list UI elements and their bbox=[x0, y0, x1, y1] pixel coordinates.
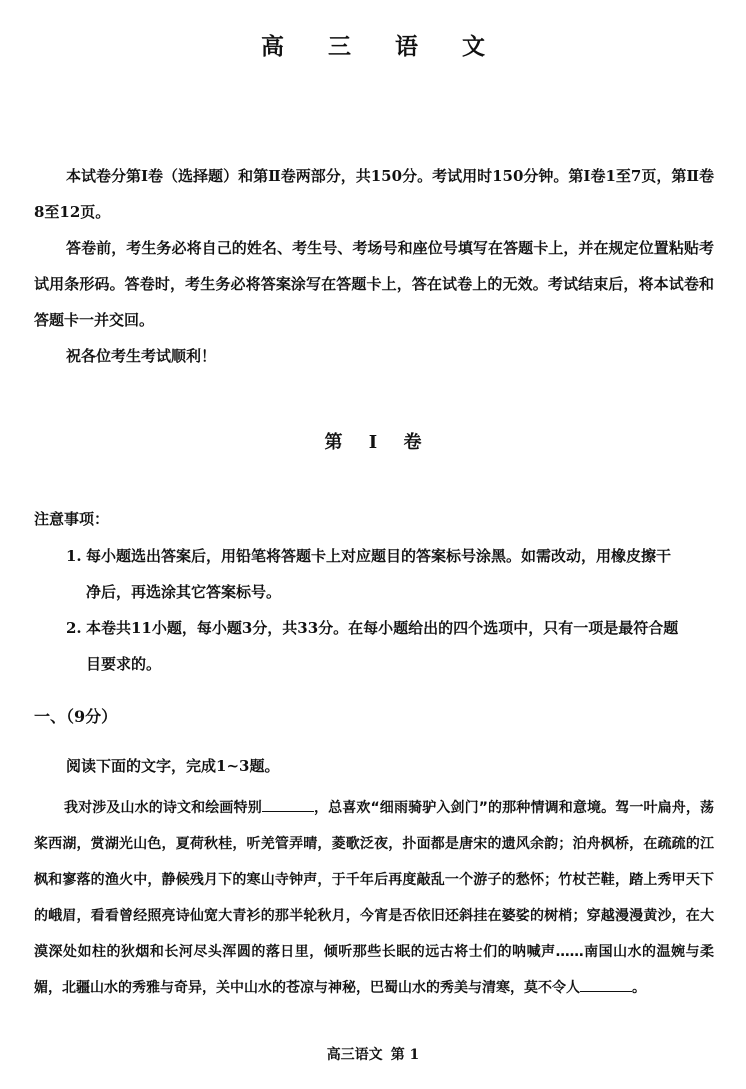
intro-answer-instructions: 答卷前，考生务必将自己的姓名、考生号、考场号和座位号填写在答题卡上，并在规定位置粘贴考试用条形码。答卷时，考生务必将答案涂写在答题卡上，答在试卷上的无效。考试结束后，将本试卷和答题卡一并交回。 bbox=[34, 239, 714, 329]
notice-item-1 bbox=[66, 538, 714, 610]
fill-blank-1 bbox=[262, 797, 314, 812]
passage-part-3: 。 bbox=[632, 980, 646, 996]
section-heading: 一、（9分） bbox=[34, 707, 118, 726]
notice-item-text: 本卷共11小题，每小题3分，共33分。在每小题给出的四个选项中，只有一项是最符合题 bbox=[86, 619, 679, 637]
footer-subject: 高三语文 bbox=[326, 1047, 383, 1063]
intro-exam-structure: 本试卷分第Ⅰ卷（选择题）和第Ⅱ卷两部分，共150分。考试用时150分钟。第Ⅰ卷1至7页，第Ⅱ卷8至12页。 bbox=[34, 167, 714, 221]
notice-item-continuation: 目要求的。 bbox=[86, 655, 162, 673]
fill-blank-2 bbox=[580, 977, 632, 992]
page-title: 高 三 语 文 bbox=[260, 33, 504, 60]
passage-part-1: 我对涉及山水的诗文和绘画特别 bbox=[64, 800, 262, 816]
footer-page-number: 第 1 bbox=[390, 1047, 420, 1063]
reading-passage bbox=[34, 790, 714, 1006]
notice-item-2 bbox=[66, 610, 714, 682]
intro-good-luck: 祝各位考生考试顺利！ bbox=[66, 347, 217, 365]
notice-heading: 注意事项： bbox=[34, 510, 110, 528]
reading-instruction: 阅读下面的文字，完成1~3题。 bbox=[66, 757, 280, 775]
notice-item-continuation: 净后，再选涂其它答案标号。 bbox=[86, 583, 282, 601]
notice-item-text: 每小题选出答案后，用铅笔将答题卡上对应题目的答案标号涂黑。如需改动，用橡皮擦干 bbox=[86, 547, 672, 565]
page-footer bbox=[0, 1044, 746, 1064]
notice-item-number: 2. bbox=[66, 619, 82, 637]
notice-item-number: 1. bbox=[66, 547, 82, 565]
volume-heading: 第 Ⅰ 卷 bbox=[324, 432, 432, 453]
passage-part-2: ，总喜欢“细雨骑驴入剑门”的那种情调和意境。驾一叶扁舟，荡桨西湖，赏湖光山色，夏荷秋桂，听羌管弄晴，菱歌泛夜，扑面都是唐宋的遗风余韵；泊舟枫桥，在疏疏的江枫和寥落的渔火中，静候残月下的寒山寺钟声，于千年后再度敲乱一个游子的愁怀；竹杖芒鞋，踏上秀甲天下的峨眉，看看曾经照亮诗仙宽大青衫的那半轮秋月，今宵是否依旧还斜挂在婆娑的树梢；穿越漫漫黄沙，在大漠深处如柱的狄烟和长河尽头浑圆的落日里，倾听那些长眠的远古将士们的呐喊声……南国山水的温婉与柔媚，北疆山水的秀雅与奇异，关中山水的苍凉与神秘，巴蜀山水的秀美与清寒，莫不令人 bbox=[34, 800, 715, 996]
